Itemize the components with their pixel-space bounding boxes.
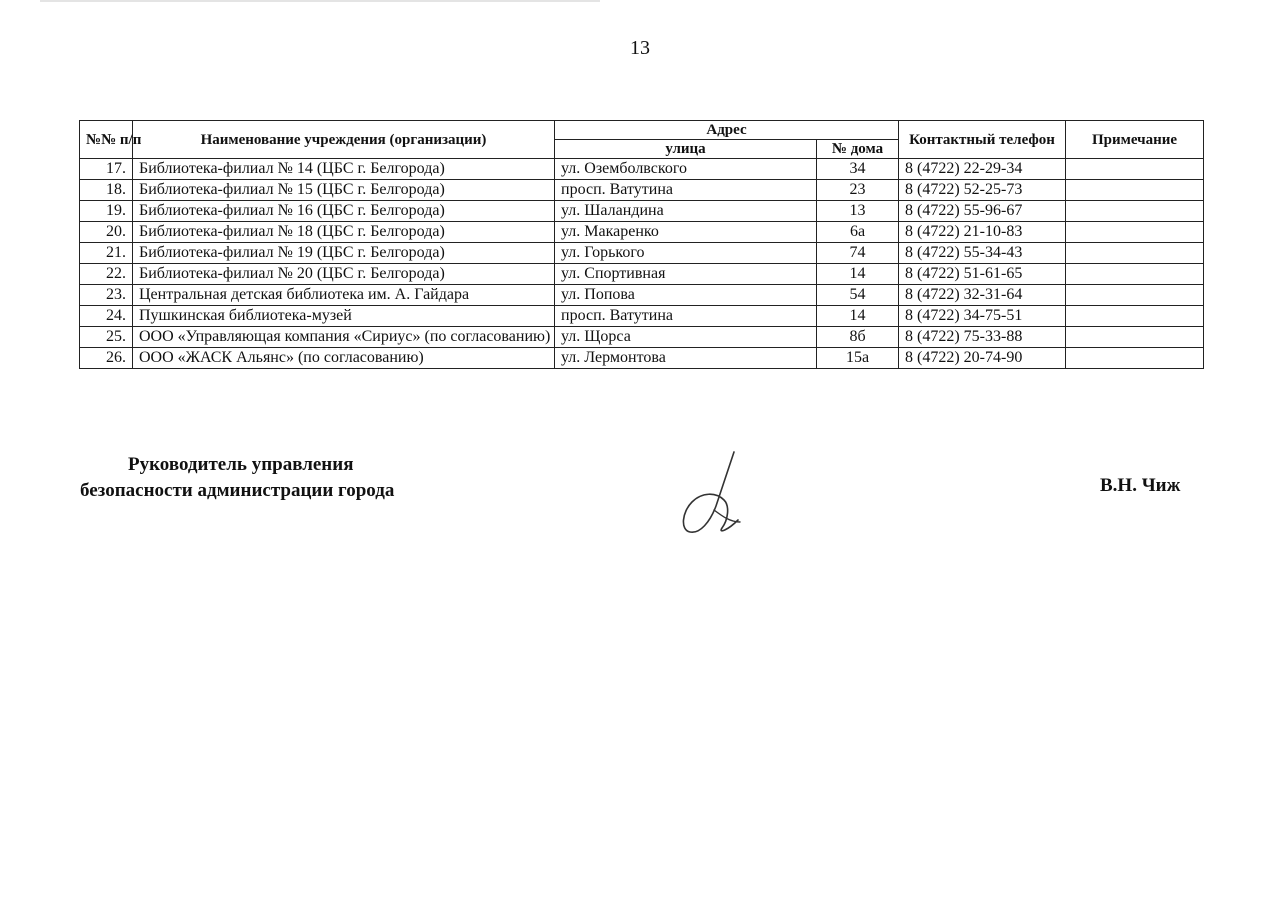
institutions-table <box>79 120 1204 369</box>
cell-note <box>1066 222 1204 243</box>
signatory-name: В.Н. Чиж <box>1100 475 1181 496</box>
cell-name: ООО «ЖАСК Альянс» (по согласованию) <box>133 348 555 369</box>
cell-street: ул. Шаландина <box>555 201 817 222</box>
cell-note <box>1066 180 1204 201</box>
cell-name: Библиотека-филиал № 14 (ЦБС г. Белгорода) <box>133 159 555 180</box>
cell-house: 23 <box>817 180 899 201</box>
cell-phone: 8 (4722) 20-74-90 <box>899 348 1066 369</box>
cell-house: 74 <box>817 243 899 264</box>
cell-phone: 8 (4722) 75-33-88 <box>899 327 1066 348</box>
cell-note <box>1066 243 1204 264</box>
cell-phone: 8 (4722) 22-29-34 <box>899 159 1066 180</box>
signatory-title <box>80 452 394 504</box>
table-row <box>80 159 1204 180</box>
scan-edge-line <box>40 0 600 2</box>
header-num: №№ п/п <box>80 121 133 159</box>
cell-house: 8б <box>817 327 899 348</box>
cell-num: 26. <box>80 348 133 369</box>
handwritten-signature-icon <box>670 448 760 543</box>
cell-name: Библиотека-филиал № 19 (ЦБС г. Белгорода) <box>133 243 555 264</box>
table-row <box>80 327 1204 348</box>
cell-note <box>1066 306 1204 327</box>
cell-street: ул. Горького <box>555 243 817 264</box>
cell-street: ул. Щорса <box>555 327 817 348</box>
cell-street: ул. Попова <box>555 285 817 306</box>
cell-num: 19. <box>80 201 133 222</box>
cell-house: 14 <box>817 264 899 285</box>
cell-num: 24. <box>80 306 133 327</box>
table-header-row <box>80 121 1204 140</box>
cell-note <box>1066 285 1204 306</box>
cell-name: Библиотека-филиал № 16 (ЦБС г. Белгорода) <box>133 201 555 222</box>
cell-house: 13 <box>817 201 899 222</box>
page-number: 13 <box>630 37 650 59</box>
signatory-title-line1: Руководитель управления <box>128 454 354 475</box>
cell-num: 18. <box>80 180 133 201</box>
table-row <box>80 348 1204 369</box>
cell-phone: 8 (4722) 55-34-43 <box>899 243 1066 264</box>
table-row <box>80 306 1204 327</box>
cell-house: 34 <box>817 159 899 180</box>
cell-num: 20. <box>80 222 133 243</box>
cell-phone: 8 (4722) 32-31-64 <box>899 285 1066 306</box>
table-row <box>80 180 1204 201</box>
cell-phone: 8 (4722) 52-25-73 <box>899 180 1066 201</box>
cell-num: 21. <box>80 243 133 264</box>
table-row <box>80 243 1204 264</box>
header-address: Адрес <box>555 121 899 140</box>
cell-street: ул. Лермонтова <box>555 348 817 369</box>
cell-phone: 8 (4722) 55-96-67 <box>899 201 1066 222</box>
cell-street: ул. Макаренко <box>555 222 817 243</box>
header-street: улица <box>555 140 817 159</box>
table-row <box>80 222 1204 243</box>
cell-name: Пушкинская библиотека-музей <box>133 306 555 327</box>
table-row <box>80 285 1204 306</box>
cell-num: 25. <box>80 327 133 348</box>
header-house: № дома <box>817 140 899 159</box>
cell-name: Библиотека-филиал № 18 (ЦБС г. Белгорода) <box>133 222 555 243</box>
cell-note <box>1066 159 1204 180</box>
header-name: Наименование учреждения (организации) <box>133 121 555 159</box>
cell-num: 22. <box>80 264 133 285</box>
cell-street: ул. Оземболвского <box>555 159 817 180</box>
cell-street: просп. Ватутина <box>555 306 817 327</box>
cell-phone: 8 (4722) 34-75-51 <box>899 306 1066 327</box>
cell-note <box>1066 201 1204 222</box>
cell-name: Библиотека-филиал № 15 (ЦБС г. Белгорода) <box>133 180 555 201</box>
cell-num: 23. <box>80 285 133 306</box>
cell-house: 14 <box>817 306 899 327</box>
cell-house: 54 <box>817 285 899 306</box>
header-note: Примечание <box>1066 121 1204 159</box>
cell-num: 17. <box>80 159 133 180</box>
cell-name: Библиотека-филиал № 20 (ЦБС г. Белгорода) <box>133 264 555 285</box>
cell-note <box>1066 327 1204 348</box>
cell-name: Центральная детская библиотека им. А. Гайдара <box>133 285 555 306</box>
table-row <box>80 201 1204 222</box>
cell-house: 15а <box>817 348 899 369</box>
cell-note <box>1066 264 1204 285</box>
cell-street: просп. Ватутина <box>555 180 817 201</box>
cell-house: 6а <box>817 222 899 243</box>
header-phone: Контактный телефон <box>899 121 1066 159</box>
cell-name: ООО «Управляющая компания «Сириус» (по согласованию) <box>133 327 555 348</box>
cell-note <box>1066 348 1204 369</box>
cell-phone: 8 (4722) 51-61-65 <box>899 264 1066 285</box>
signatory-title-line2: безопасности администрации города <box>80 480 395 501</box>
cell-street: ул. Спортивная <box>555 264 817 285</box>
table-row <box>80 264 1204 285</box>
cell-phone: 8 (4722) 21-10-83 <box>899 222 1066 243</box>
